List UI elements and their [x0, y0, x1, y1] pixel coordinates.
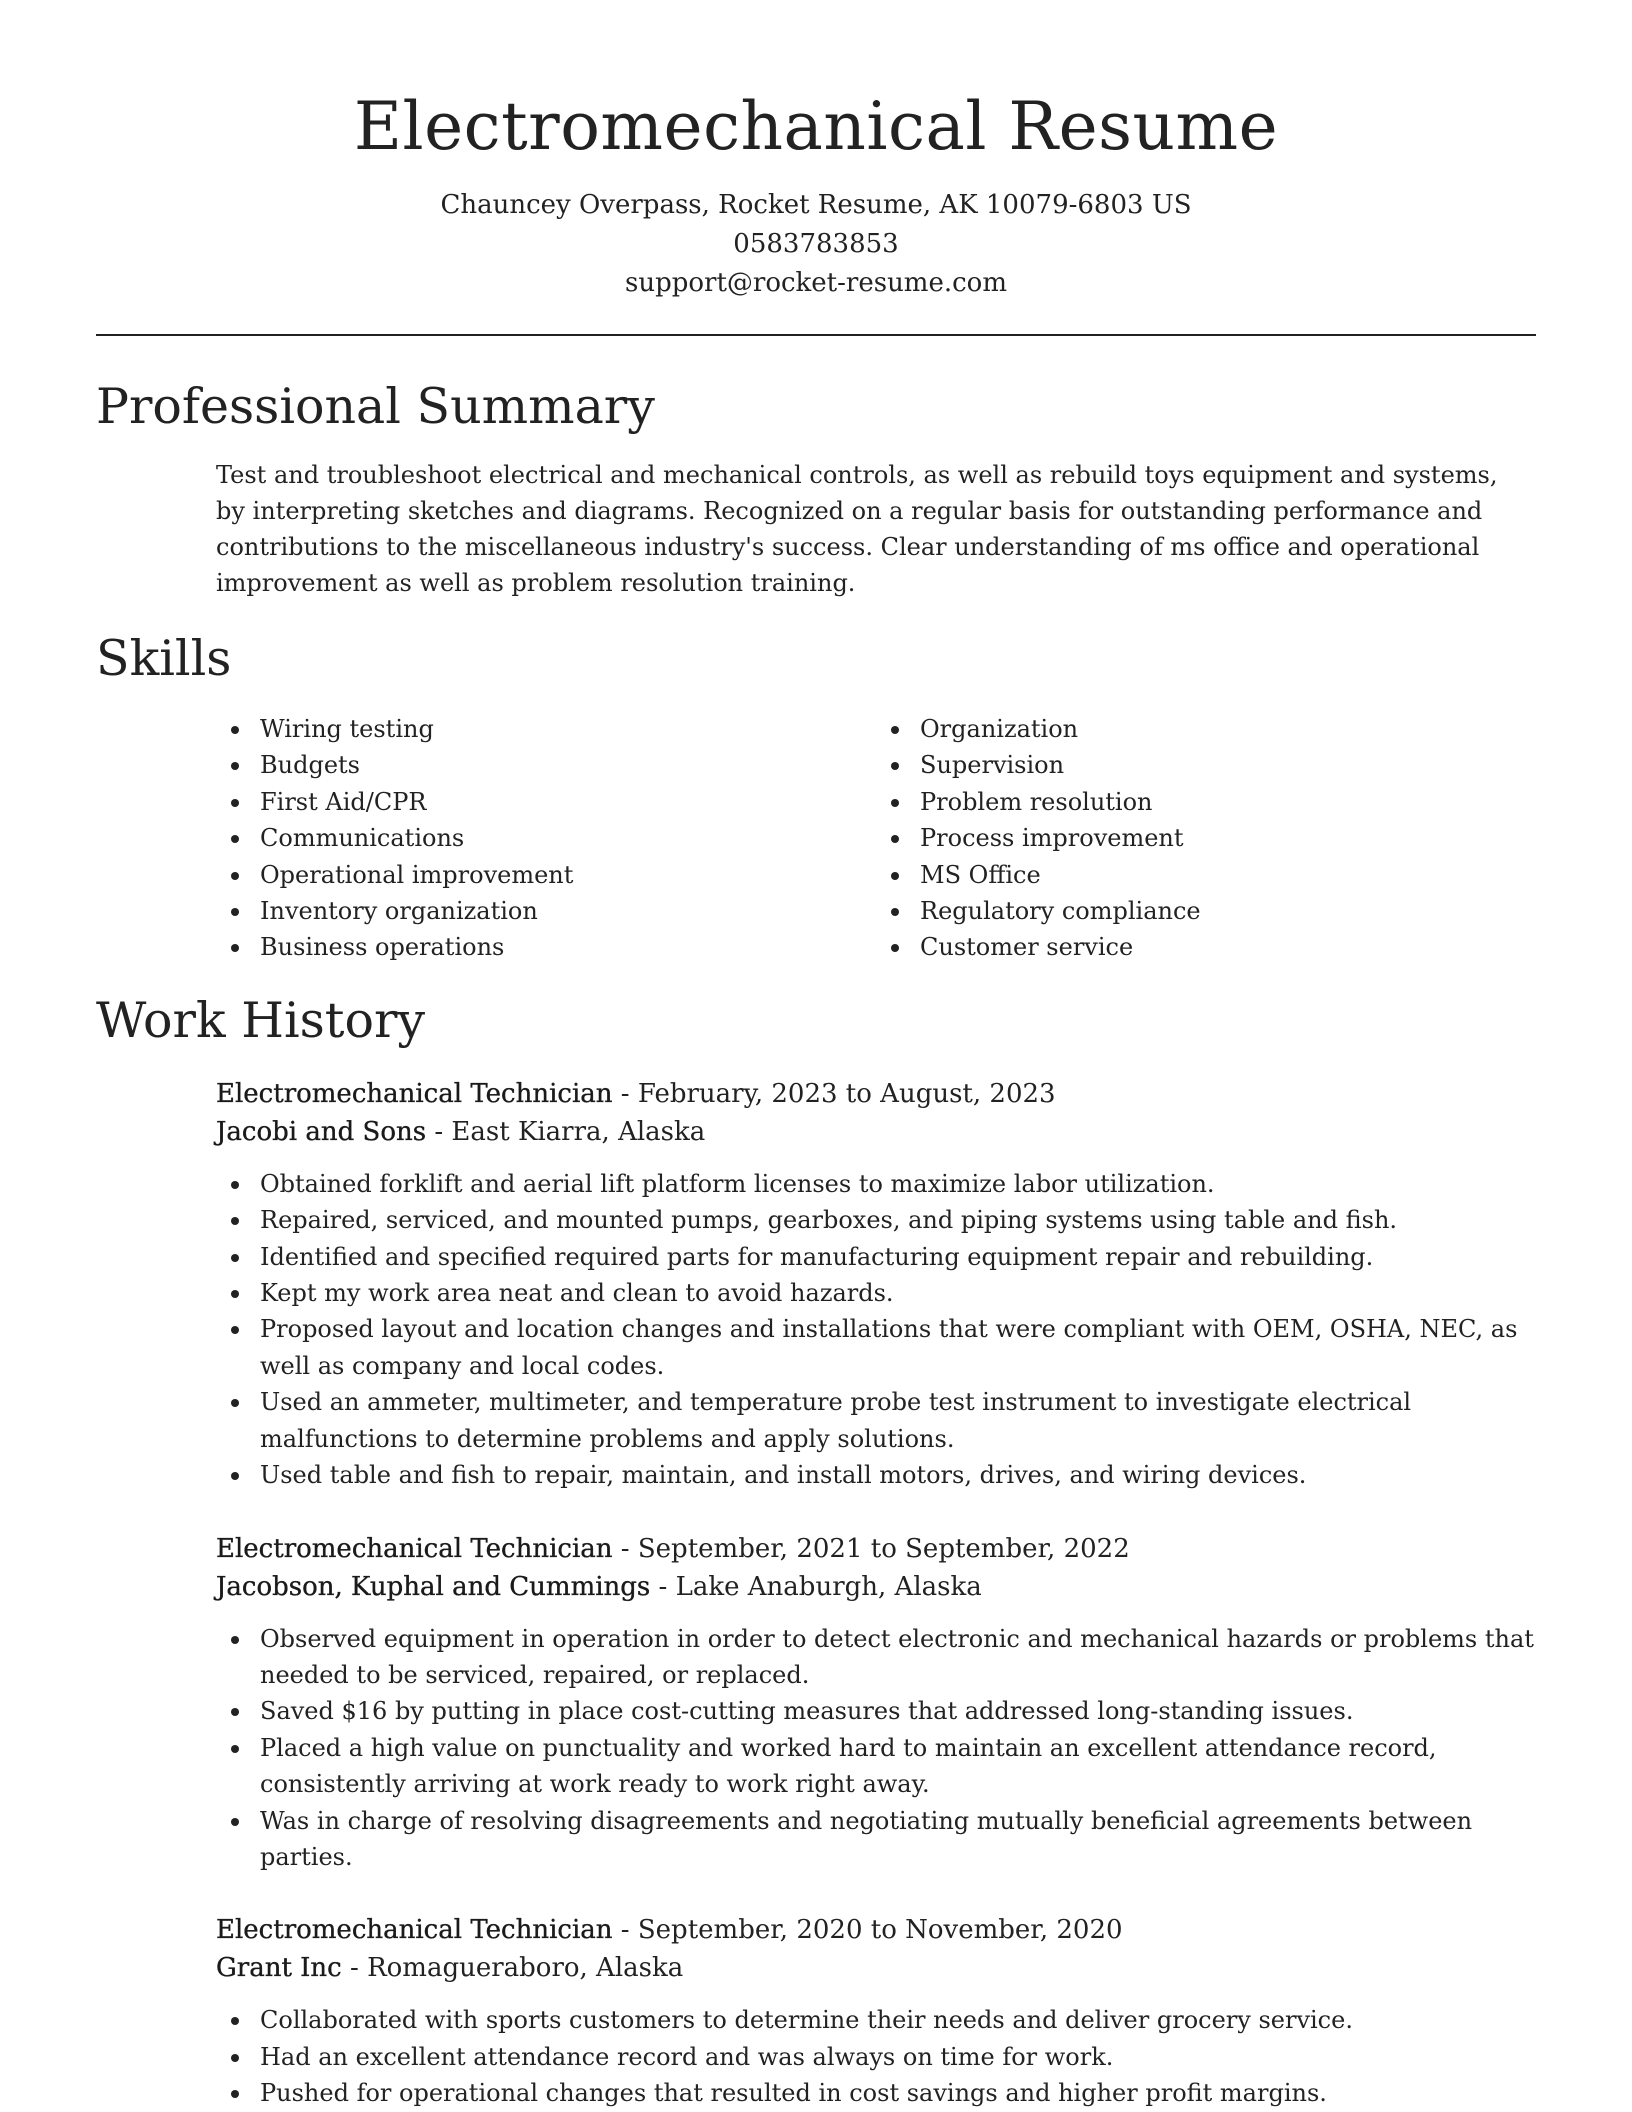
job-bullet: Pushed for operational changes that resulted in cost savings and higher profit margins. [260, 2075, 1550, 2111]
skills-column-right [876, 711, 1536, 966]
job-bullet: Collaborated with sports customers to determine their needs and deliver grocery service. [260, 2002, 1550, 2038]
contact-info [96, 186, 1536, 303]
contact-email: support@rocket-resume.com [624, 268, 1007, 298]
job-title: Electromechanical Technician [216, 1533, 613, 1564]
job-entry [216, 1075, 1536, 1494]
skill-item: Problem resolution [920, 784, 1536, 820]
resume-title: Electromechanical Resume [353, 88, 1279, 165]
job-bullet: Proposed layout and location changes and installations that were compliant with OEM, OSHA, NEC, as well as company and local codes. [260, 1311, 1550, 1384]
job-company-line: Jacobi and Sons - East Kiarra, Alaska [216, 1116, 706, 1147]
job-location: Romagueraboro, Alaska [367, 1953, 684, 1984]
job-bullet: Identified and specified required parts for manufacturing equipment repair and rebuilding. [260, 1239, 1550, 1275]
skill-item: First Aid/CPR [260, 784, 876, 820]
job-bullet: Used an ammeter, multimeter, and temperature probe test instrument to investigate electrical malfunctions to determine problems and apply solutions. [260, 1384, 1550, 1457]
skill-item: Business operations [260, 929, 876, 965]
job-entry [216, 1911, 1536, 2111]
skills-list [216, 711, 1536, 966]
job-bullet: Had an excellent attendance record and was always on time for work. [260, 2039, 1550, 2075]
job-location: East Kiarra, Alaska [451, 1116, 706, 1147]
header-divider [96, 334, 1536, 336]
job-bullet: Observed equipment in operation in order to detect electronic and mechanical hazards or problems that needed to be serviced, repaired, or replaced. [260, 1621, 1550, 1694]
skill-item: Wiring testing [260, 711, 876, 747]
skill-item: Inventory organization [260, 893, 876, 929]
skill-item: MS Office [920, 857, 1536, 893]
work-history-heading: Work History [96, 991, 426, 1049]
job-title-line: Electromechanical Technician - September, 2020 to November, 2020 [216, 1915, 1123, 1946]
skill-item: Process improvement [920, 820, 1536, 856]
job-bullets [216, 1621, 1550, 1876]
summary-heading: Professional Summary [96, 378, 655, 435]
skill-item: Operational improvement [260, 857, 876, 893]
summary-text: Test and troubleshoot electrical and mechanical controls, as well as rebuild toys equipment and systems, by interpreting sketches and diagrams. Recognized on a regular basis for outstanding performance and contributions to the miscellaneous industry's success. Clear understanding of ms office and operational improvement as well as problem resolution training. [216, 461, 1498, 597]
job-company: Grant Inc [216, 1953, 342, 1984]
job-dates: September, 2021 to September, 2022 [637, 1533, 1130, 1564]
skill-item: Communications [260, 820, 876, 856]
job-bullet: Was in charge of resolving disagreements and negotiating mutually beneficial agreements between parties. [260, 1803, 1550, 1876]
contact-phone: 0583783853 [733, 229, 899, 259]
job-title: Electromechanical Technician [216, 1915, 613, 1946]
job-bullet: Saved $16 by putting in place cost-cutting measures that addressed long-standing issues. [260, 1693, 1550, 1729]
skill-item: Supervision [920, 747, 1536, 783]
skill-item: Organization [920, 711, 1536, 747]
job-bullet: Kept my work area neat and clean to avoid hazards. [260, 1275, 1550, 1311]
job-bullet: Used table and fish to repair, maintain, and install motors, drives, and wiring devices. [260, 1457, 1550, 1493]
job-entry [216, 1530, 1536, 1876]
job-company: Jacobi and Sons [216, 1116, 427, 1147]
job-bullets [216, 1166, 1550, 1494]
skill-item: Budgets [260, 747, 876, 783]
job-company: Jacobson, Kuphal and Cummings [216, 1571, 651, 1602]
resume-page [96, 0, 1536, 2112]
job-dates: September, 2020 to November, 2020 [637, 1915, 1123, 1946]
job-company-line: Jacobson, Kuphal and Cummings - Lake Anaburgh, Alaska [216, 1571, 982, 1602]
job-dates: February, 2023 to August, 2023 [637, 1078, 1056, 1109]
job-title-line: Electromechanical Technician - February, 2023 to August, 2023 [216, 1078, 1056, 1109]
job-bullet: Repaired, serviced, and mounted pumps, gearboxes, and piping systems using table and fish. [260, 1202, 1550, 1238]
skills-heading: Skills [96, 630, 232, 687]
skill-item: Customer service [920, 929, 1536, 965]
job-location: Lake Anaburgh, Alaska [675, 1571, 982, 1602]
skills-column-left [216, 711, 876, 966]
job-bullet: Placed a high value on punctuality and worked hard to maintain an excellent attendance record, consistently arriving at work ready to work right away. [260, 1730, 1550, 1803]
job-title: Electromechanical Technician [216, 1078, 613, 1109]
resume-header [96, 0, 1536, 303]
job-title-line: Electromechanical Technician - September, 2021 to September, 2022 [216, 1533, 1130, 1564]
contact-address: Chauncey Overpass, Rocket Resume, AK 10079-6803 US [440, 190, 1192, 220]
job-bullet: Obtained forklift and aerial lift platform licenses to maximize labor utilization. [260, 1166, 1550, 1202]
skill-item: Regulatory compliance [920, 893, 1536, 929]
job-bullets [216, 2002, 1550, 2111]
job-company-line: Grant Inc - Romagueraboro, Alaska [216, 1953, 684, 1984]
work-history-list [216, 1075, 1536, 2112]
